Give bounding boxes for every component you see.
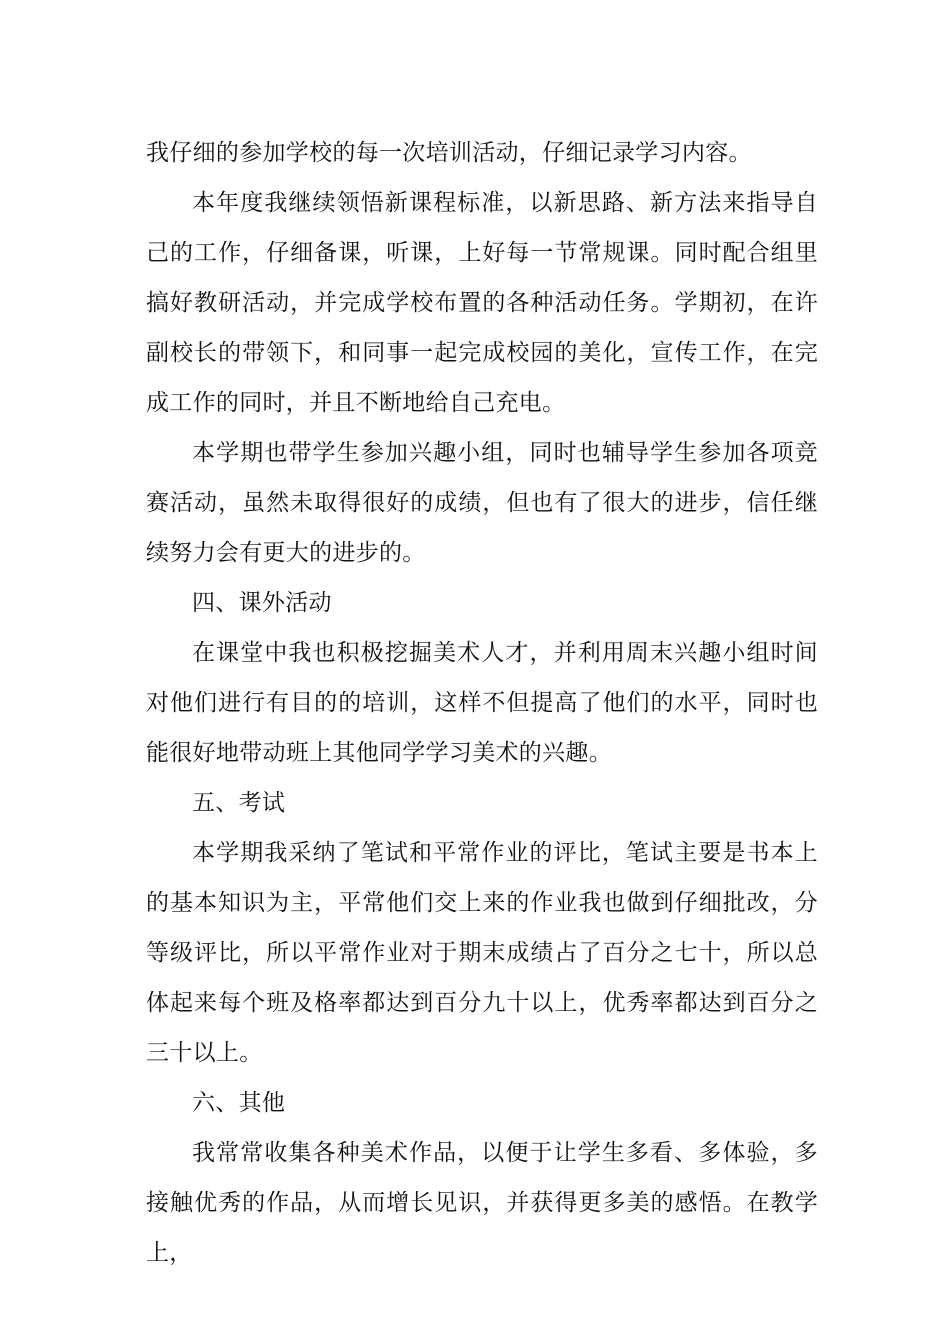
section-heading-exam: 五、考试 [192, 790, 286, 816]
paragraph-continuation: 我仔细的参加学校的每一次培训活动，仔细记录学习内容。 [146, 140, 752, 166]
section-heading-other: 六、其他 [192, 1090, 286, 1116]
paragraph-curriculum: 本年度我继续领悟新课程标准，以新思路、新方法来指导自己的工作，仔细备课，听课，上好每一节常规课。同时配合组里搞好教研活动，并完成学校布置的各种活动任务。学期初，在许副校长的带领下，和同事一起完成校园的美化，宣传工作，在完成工作的同时，并且不断地给自己充电。 [146, 190, 818, 416]
paragraph-other: 我常常收集各种美术作品，以便于让学生多看、多体验，多接触优秀的作品，从而增长见识，并获得更多美的感悟。在教学上， [146, 1140, 818, 1266]
paragraph-extracurricular: 在课堂中我也积极挖掘美术人才，并利用周末兴趣小组时间对他们进行有目的的培训，这样不但提高了他们的水平，同时也能很好地带动班上其他同学学习美术的兴趣。 [146, 640, 818, 766]
section-heading-extracurricular: 四、课外活动 [192, 590, 332, 616]
document-body [146, 128, 818, 1278]
paragraph-exam: 本学期我采纳了笔试和平常作业的评比，笔试主要是书本上的基本知识为主，平常他们交上来的作业我也做到仔细批改，分等级评比，所以平常作业对于期末成绩占了百分之七十，所以总体起来每个班及格率都达到百分九十以上，优秀率都达到百分之三十以上。 [146, 840, 818, 1066]
paragraph-interest-group: 本学期也带学生参加兴趣小组，同时也辅导学生参加各项竞赛活动，虽然未取得很好的成绩，但也有了很大的进步，信任继续努力会有更大的进步的。 [146, 440, 818, 566]
